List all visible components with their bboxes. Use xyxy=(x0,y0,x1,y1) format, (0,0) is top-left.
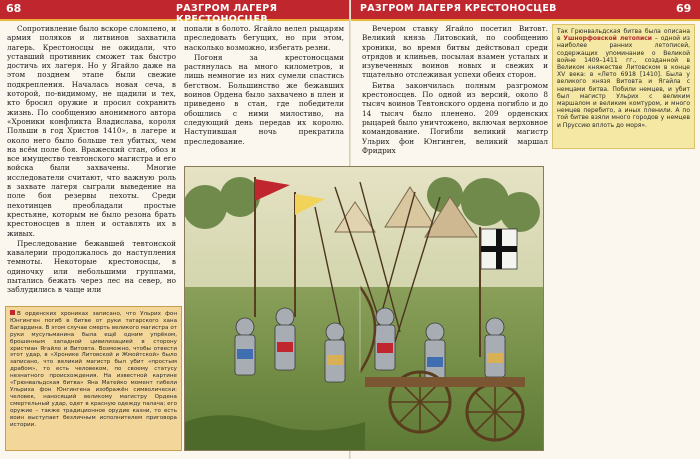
chronicle-sidebar-text: Так Грюнвальдская битва была описана в Ушнорфовской летописи – одной из наиболее ранних летописей, содержащих упоминание о Великой войне 1409–1411 гг., созданной в Великом княжестве Литовском в конце XV века: в «Лето 6918 [1410]. Была у великого князя Витовта и Ягайла с немцами битва. Побили немцев, и убит был магистр Ульрих с великим маршалом и великим комтуром, и много немцев перебито, а иных пленили. А по той битве взяли много городов у немцев и Пруссию вплоть до моря». xyxy=(557,28,690,129)
right-col1-para-1: Вечером ставку Ягайло посетил Витовт. Великий князь Литовский, по сообщению хроники, во время битвы действовал среди отрядов и клиньев, посылая взамен усталых и изувеченных воинов новых и свежих и тщательно отслеживая успехи обеих сторон. xyxy=(362,24,548,80)
chronicle-sidebar xyxy=(552,24,695,149)
right-column-1 xyxy=(362,24,548,155)
illustration-caption-text xyxy=(10,310,177,428)
left-column-1 xyxy=(7,24,176,295)
left-column-2 xyxy=(184,24,344,146)
left-col2-para-2: Погоня за крестоносцами растянулась на много километров, и лишь немногие из них сумели спастись бегством. Большинство же бежавших воинов Ордена было захвачено в плен и приведено в стан, где победители обошлись с ними милостиво, на следующий день передав их королю. Наступившая ночь прекратила преследование. xyxy=(184,52,344,146)
chronicle-name-highlight: Ушнорфовской летописи xyxy=(563,35,653,43)
right-page-number: 69 xyxy=(676,2,692,15)
right-page-header xyxy=(350,0,700,21)
left-page-header xyxy=(0,0,350,25)
left-col2-para-1: попали в болото. Ягайло велел рыцарям преследовать бегущих, но при этом, насколько возможно, избегать резни. xyxy=(184,24,344,52)
left-col1-para-1: Сопротивление было вскоре сломлено, и армия поляков и литвинов захватила лагерь. Крестоносцы не ожидали, что уставший противник сможет так быстро достичь их лагеря. Но у Ягайло даже на этом позднем этапе были свежие подкрепления. Началась новая сеча, в которой, по-видимому, не щадили и тех, кто бросил оружие и просил сохранить жизнь. По сообщению анонимного автора «Хроники конфликта Владислава, короля Польши в год Христов 1410», в лагере и около него было больше тел убитых, чем на всём поле боя. Вражеский стан, обоз и все имущество тевтонского магистра и его войска были захвачены. Многие исследователи считают, что важную роль в захвате лагеря сыграли выведение на поле боя резервы пехоты. Среди пехотинцев преобладали простые крестьяне, которым не было резона брать крестоносцев в плен и оставлять их в живых. xyxy=(7,24,176,238)
battle-illustration-svg xyxy=(185,167,543,450)
right-page-header-title: РАЗГРОМ ЛАГЕРЯ КРЕСТОНОСЦЕВ xyxy=(360,3,557,14)
left-col1-para-2: Преследование бежавшей тевтонской кавалерии продолжалось до наступления темноты. Некоторые крестоносцы, в одиночку или небольшими группами, пытались бежать через лес на север, но заблудились в чаще или xyxy=(7,238,176,295)
caption-body: В орденских хрониках записано, что Ульрих фон Юнгинген погиб в битве от руки татарского хана Багардина. В этом случае смерть великого магистра от руки мусульманина была ещё одним упрёком, брошенным западной цивилизацией в сторону христиан Ягайло и Витовта. Возможно, чтобы отвести этот удар, в «Хронике Литовской и Жмойтской» было записано, что великий магистр был убит «простым драбом», то есть человеком, по своему статусу незнатного происхождения. На известной картине «Грюнвальдская битва» Яна Матейко момент гибели Ульриха фон Юнгингена изображён символически: человек, наносящий великому магистру Ордена смертельный удар, одет в красную одежду палача; его оружие – также традиционное орудие казни, то есть воин выступает безличным исполнителем приговора истории. xyxy=(10,311,177,428)
battle-illustration xyxy=(184,166,544,451)
left-page-header-title: РАЗГРОМ ЛАГЕРЯ КРЕСТОНОСЦЕВ xyxy=(176,3,278,25)
illustration-caption-box xyxy=(5,306,182,451)
left-page-number: 68 xyxy=(6,2,22,15)
caption-marker-icon xyxy=(10,310,15,315)
wagon-bed xyxy=(365,377,525,387)
right-col1-para-2: Битва закончилась полным разгромом крестоносцев. По одной из версий, около 8 тысяч воинов Тевтонского ордена погибло и до 14 тысяч было пленено. 209 орденских рыцарей было уничтожено, включая верховное командование. Погибли великий магистр Ульрих фон Юнгинген, великий маршал Фридрих xyxy=(362,80,548,155)
